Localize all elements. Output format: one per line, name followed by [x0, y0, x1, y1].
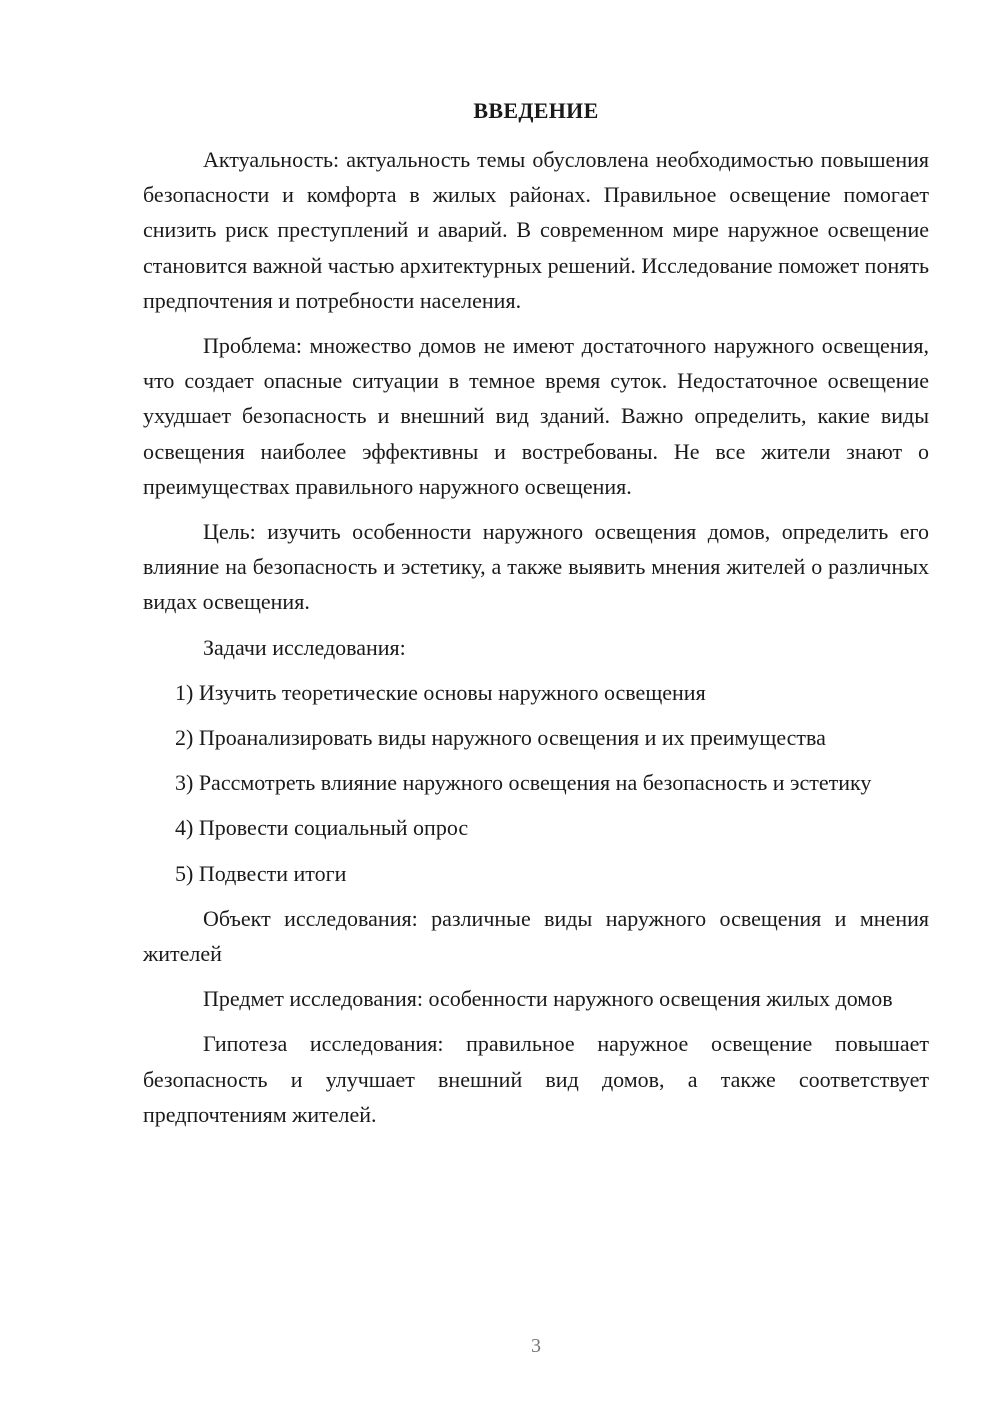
task-item-1: 1) Изучить теоретические основы наружного освещения [175, 679, 706, 705]
task-item-3: 3) Рассмотреть влияние наружного освещения на безопасность и эстетику [175, 770, 872, 796]
problem-paragraph: Проблема: множество домов не имеют достаточного наружного освещения, что создает опасные ситуации в темное время суток. Недостаточное освещение ухудшает безопасность и внешний вид зданий. Важно определить, какие виды освещения наиболее эффективны и востребованы. Не все жители знают о преимуществах правильного наружного освещения. [143, 333, 929, 499]
goal-paragraph: Цель: изучить особенности наружного освещения домов, определить его влияние на безопасность и эстетику, а также выявить мнения жителей о различных видах освещения. [143, 519, 929, 615]
page-number: 3 [531, 1335, 541, 1357]
relevance-paragraph: Актуальность: актуальность темы обусловлена необходимостью повышения безопасности и комфорта в жилых районах. Правильное освещение помогает снизить риск преступлений и аварий. В современном мире наружное освещение становится важной частью архитектурных решений. Исследование поможет понять предпочтения и потребности населения. [143, 147, 929, 313]
research-subject-paragraph: Предмет исследования: особенности наружного освещения жилых домов [203, 986, 893, 1012]
tasks-heading: Задачи исследования: [203, 634, 406, 660]
research-object-paragraph: Объект исследования: различные виды наружного освещения и мнения жителей [143, 905, 929, 967]
task-item-2: 2) Проанализировать виды наружного освещения и их преимущества [175, 725, 826, 751]
task-item-4: 4) Провести социальный опрос [175, 815, 469, 841]
page-title: ВВЕДЕНИЕ [473, 98, 599, 123]
document-body [143, 142, 929, 1142]
hypothesis-paragraph: Гипотеза исследования: правильное наружное освещение повышает безопасность и улучшает внешний вид домов, а также соответствует предпочтениям жителей. [143, 1031, 929, 1127]
task-item-5: 5) Подвести итоги [175, 860, 347, 886]
